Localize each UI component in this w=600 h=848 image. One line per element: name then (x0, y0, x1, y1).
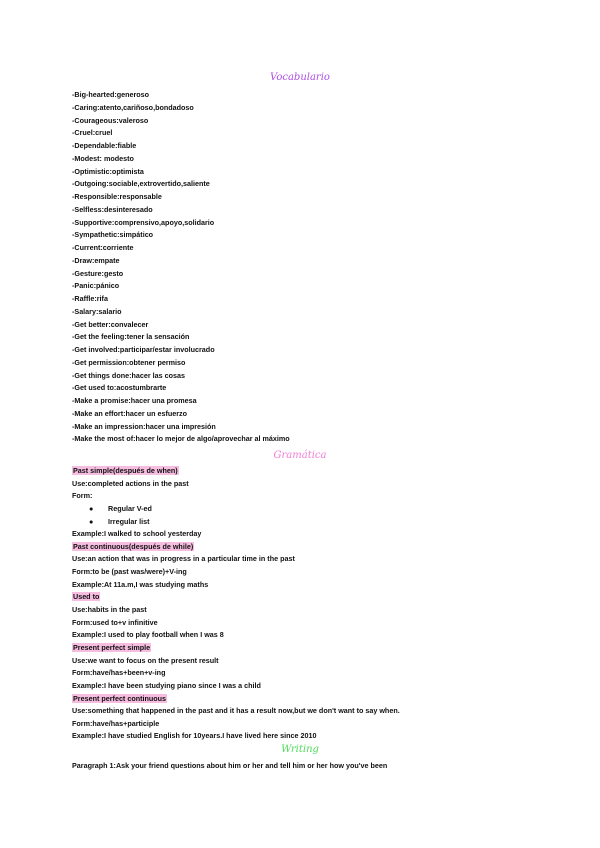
vocab-item: -Caring:atento,cariñoso,bondadoso (72, 102, 194, 112)
vocab-item: -Dependable:fiable (72, 141, 137, 150)
vocab-item: -Current:corriente (72, 243, 134, 252)
past-simple-title: Past simple(después de when) (73, 466, 178, 475)
grammar-section (72, 465, 400, 743)
past-simple-form-list (72, 503, 400, 528)
vocab-item: -Draw:empate (72, 255, 120, 265)
bullet-icon: ● (89, 503, 94, 513)
bullet-icon: ● (89, 516, 94, 526)
vocab-item: -Gesture:gesto (72, 268, 124, 278)
past-simple-use: Use:completed actions in the past (72, 478, 189, 488)
used-to-form: Form:used to+v infinitive (72, 617, 158, 627)
vocab-item: -Big-hearted:generoso (72, 90, 150, 99)
vocab-item: -Get involved:participar/estar involucrado (72, 345, 215, 354)
past-continuous-form: Form:to be (past was/were)+V-ing (72, 567, 187, 577)
vocab-item: -Outgoing:sociable,extrovertido,saliente (72, 179, 210, 189)
vocabulary-heading: Vocabulario (270, 72, 330, 83)
list-item: ● Regular V-ed (72, 503, 400, 516)
vocab-item: -Sympathetic:simpático (72, 230, 154, 240)
past-continuous-example: Example:At 11a.m,I was studying maths (72, 579, 209, 589)
present-perfect-simple-title: Present perfect simple (73, 642, 151, 652)
vocab-item: -Make a promise:hacer una promesa (72, 396, 197, 405)
present-perfect-simple-form: Form:have/has+been+v-ing (72, 668, 166, 678)
vocab-item: -Get permission:obtener permiso (72, 357, 186, 367)
past-continuous-use: Use:an action that was in progress in a particular time in the past (72, 554, 295, 564)
list-item: ● Irregular list (72, 516, 400, 529)
vocab-item: -Make an impression:hacer una impresión (72, 421, 216, 431)
vocab-item: -Selfless:desinteresado (72, 204, 153, 214)
present-perfect-simple-example: Example:I have been studying piano since I was a child (72, 680, 261, 690)
vocab-item: -Courageous:valeroso (72, 115, 149, 125)
vocab-item: -Get used to:acostumbrarte (72, 383, 167, 393)
present-perfect-continuous-example: Example:I have studied English for 10years.I have lived here since 2010 (72, 731, 317, 741)
vocab-item: -Optimistic:optimista (72, 166, 144, 176)
past-simple-form-label: Form: (72, 491, 93, 501)
vocab-item: -Salary:salario (72, 306, 122, 316)
past-continuous-title: Past continuous(después de while) (73, 541, 194, 551)
grammar-heading: Gramática (273, 450, 327, 461)
past-simple-example: Example:I walked to school yesterday (72, 529, 202, 539)
vocab-item: -Responsible:responsable (72, 192, 162, 201)
vocab-item: -Cruel:cruel (72, 128, 113, 138)
present-perfect-continuous-use: Use:something that happened in the past and it has a result now,but we don't want to say when. (72, 706, 400, 716)
used-to-use: Use:habits in the past (72, 605, 147, 615)
vocab-item: -Make an effort:hacer un esfuerzo (72, 408, 188, 418)
writing-heading: Writing (281, 744, 319, 755)
vocab-item: -Raffle:rifa (72, 294, 108, 303)
writing-paragraph-1: Paragraph 1:Ask your friend questions about him or her and tell him or her how you've been (72, 761, 388, 770)
vocab-item: -Supportive:comprensivo,apoyo,solidario (72, 217, 215, 227)
used-to-title: Used to (73, 592, 100, 602)
vocabulary-list (72, 89, 290, 446)
present-perfect-continuous-form: Form:have/has+participle (72, 718, 160, 728)
vocab-item: -Make the most of:hacer lo mejor de algo/aprovechar al máximo (72, 434, 290, 444)
present-perfect-continuous-title: Present perfect continuous (73, 693, 167, 703)
present-perfect-simple-use: Use:we want to focus on the present result (72, 655, 219, 665)
vocab-item: -Get the feeling:tener la sensación (72, 332, 190, 342)
vocab-item: -Modest: modesto (72, 153, 134, 163)
used-to-example: Example:I used to play football when I was 8 (72, 630, 224, 640)
vocab-item: -Panic:pánico (72, 281, 120, 291)
vocab-item: -Get better:convalecer (72, 319, 149, 329)
vocab-item: -Get things done:hacer las cosas (72, 370, 186, 380)
